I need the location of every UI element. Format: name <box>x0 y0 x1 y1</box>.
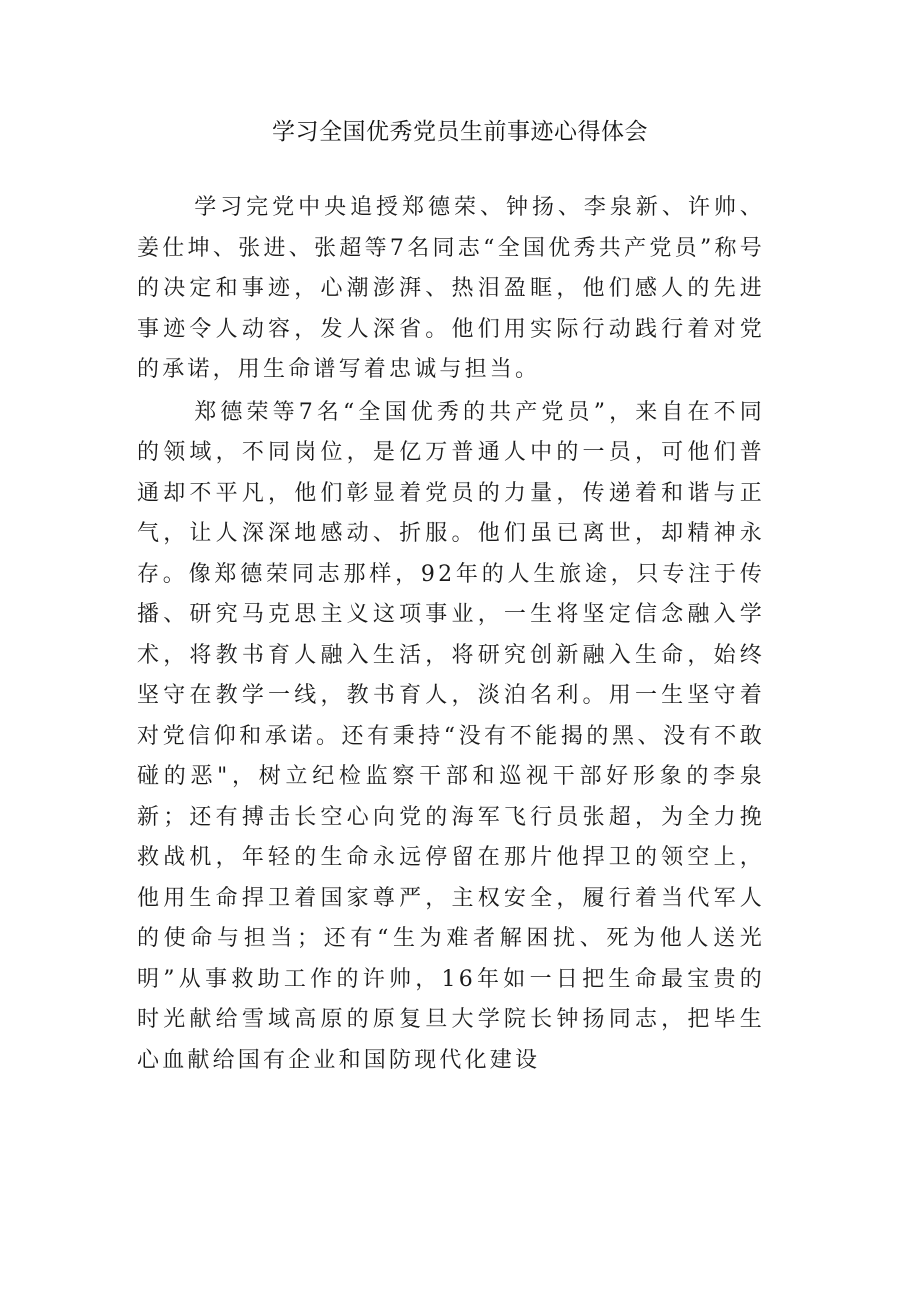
paragraph-2: 郑德荣等7名“全国优秀的共产党员”，来自在不同的领域，不同岗位，是亿万普通人中的一员，可他们普通却不平凡，他们彰显着党员的力量，传递着和谐与正气，让人深深地感动、折服。他们虽已离世，却精神永存。像郑德荣同志那样，92年的人生旅途，只专注于传播、研究马克思主义这项事业，一生将坚定信念融入学术，将教书育人融入生活，将研究创新融入生命，始终坚守在教学一线，教书育人，淡泊名利。用一生坚守着对党信仰和承诺。还有秉持“没有不能揭的黑、没有不敢碰的恶"，树立纪检监察干部和巡视干部好形象的李泉新；还有搏击长空心向党的海军飞行员张超，为全力挽救战机，年轻的生命永远停留在那片他捍卫的领空上，他用生命捍卫着国家尊严，主权安全，履行着当代军人的使命与担当；还有“生为难者解困扰、死为他人送光明”从事救助工作的许帅，16年如一日把生命最宝贵的时光献给雪域高原的原复旦大学院长钟扬同志，把毕生心血献给国有企业和国防现代化建设 <box>137 399 765 1073</box>
paragraph-1: 学习完党中央追授郑德荣、钟扬、李泉新、许帅、姜仕坤、张进、张超等7名同志“全国优秀共产党员”称号的决定和事迹，心潮澎湃、热泪盈眶，他们感人的先进事迹令人动容，发人深省。他们用实际行动践行着对党的承诺，用生命谱写着忠诚与担当。 <box>137 195 765 382</box>
document-body <box>137 188 765 1081</box>
document-title: 学习全国优秀党员生前事迹心得体会 <box>272 119 648 145</box>
